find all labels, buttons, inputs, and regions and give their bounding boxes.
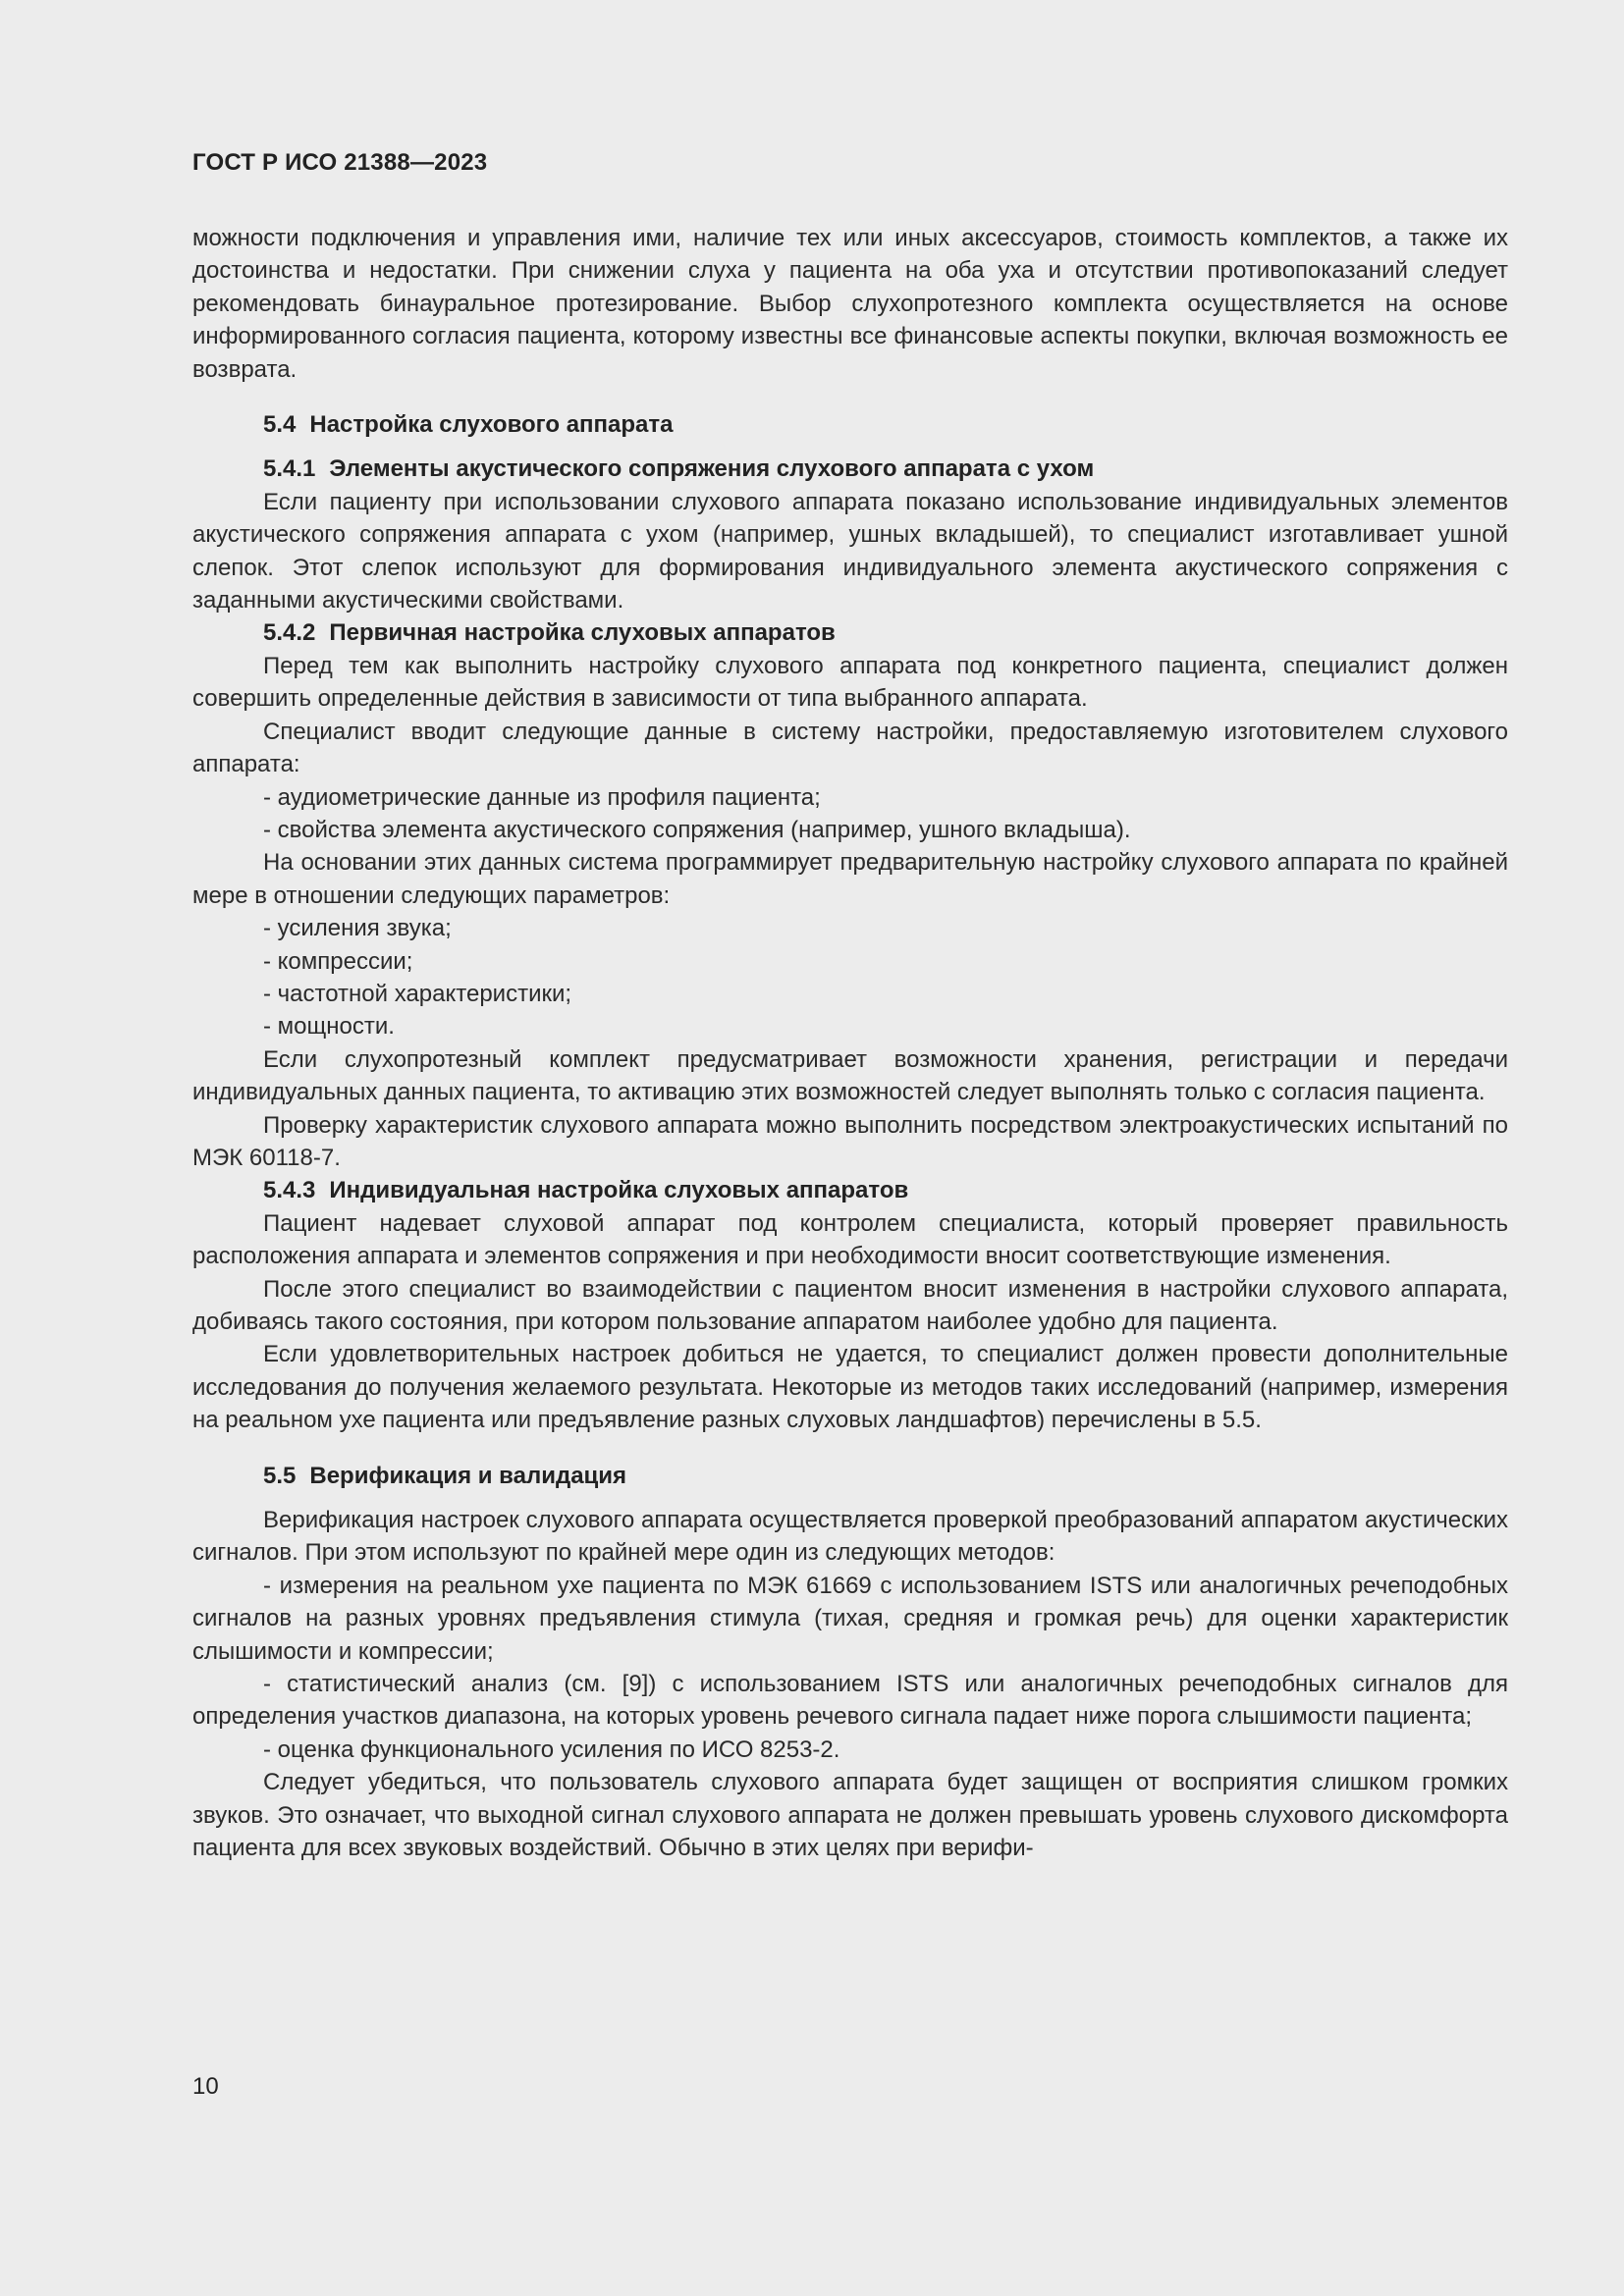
list-item: - статистический анализ (см. [9]) с использованием ISTS или аналогичных речеподобных сигналов для определения участков диапазона, на которых уровень речевого сигнала падает ниже порога слышимости пациента; <box>192 1671 1508 1731</box>
section-title: Настройка слухового аппарата <box>309 411 674 439</box>
paragraph-5-4-3-c: Если удовлетворительных настроек добиться не удается, то специалист должен провести дополнительные исследования до получения желаемого результата. Некоторые из методов таких исследований (например, измерения на реальном ухе пациента или предъявление разных слуховых ландшафтов) перечислены в 5.5. <box>192 1341 1508 1434</box>
paragraph-5-4-3-b: После этого специалист во взаимодействии с пациентом вносит изменения в настройки слухового аппарата, добиваясь такого состояния, при котором пользование аппаратом наиболее удобно для пациента. <box>192 1275 1508 1335</box>
paragraph-5-4-2-c: На основании этих данных система программирует предварительную настройку слухового аппарата по крайней мере в отношении следующих параметров: <box>192 849 1508 909</box>
list-item: - усиления звука; <box>263 915 452 942</box>
document-body <box>192 222 1508 1865</box>
paragraph-5-4-2-e: Проверку характеристик слухового аппарата можно выполнить посредством электроакустических испытаний по МЭК 60118-7. <box>192 1111 1508 1171</box>
paragraph-5-4-2-a: Перед тем как выполнить настройку слухового аппарата под конкретного пациента, специалист должен совершить определенные действия в зависимости от типа выбранного аппарата. <box>192 652 1508 713</box>
paragraph-5-4-3-a: Пациент надевает слуховой аппарат под контролем специалиста, который проверяет правильность расположения аппарата и элементов сопряжения и при необходимости вносит соответствующие изменения. <box>192 1209 1508 1270</box>
subsection-number: 5.4.3 <box>263 1177 316 1204</box>
list-item: - оценка функционального усиления по ИСО 8253-2. <box>263 1735 840 1763</box>
subsection-number: 5.4.2 <box>263 619 316 647</box>
subsection-title: Первичная настройка слуховых аппаратов <box>329 619 836 647</box>
list-item: - частотной характеристики; <box>263 980 572 1007</box>
subsection-number: 5.4.1 <box>263 455 316 483</box>
list-item: - свойства элемента акустического сопряжения (например, ушного вкладыша). <box>263 816 1131 843</box>
subsection-heading-5-4-1 <box>192 453 1508 485</box>
subsection-title: Индивидуальная настройка слуховых аппаратов <box>329 1177 909 1204</box>
paragraph-5-5-b: Следует убедиться, что пользователь слухового аппарата будет защищен от восприятия слишком громких звуков. Это означает, что выходной сигнал слухового аппарата не должен превышать уровень слухового дискомфорта пациента для всех звуковых воздействий. Обычно в этих целях при верифи- <box>192 1769 1508 1862</box>
paragraph-intro: можности подключения и управления ими, наличие тех или иных аксессуаров, стоимость комплектов, а также их достоинства и недостатки. При снижении слуха у пациента на оба уха и отсутствии противопоказаний следует рекомендовать бинауральное протезирование. Выбор слухопротезного комплекта осуществляется на основе информированного согласия пациента, которому известны все финансовые аспекты покупки, включая возможность ее возврата. <box>192 225 1508 383</box>
list-item: - измерения на реальном ухе пациента по МЭК 61669 с использованием ISTS или аналогичных речеподобных сигналов на разных уровнях предъявления стимула (тихая, средняя и громкая речь) для оценки характеристик слышимости и компрессии; <box>192 1572 1508 1665</box>
section-title: Верификация и валидация <box>309 1462 627 1489</box>
paragraph-5-5-a: Верификация настроек слухового аппарата осуществляется проверкой преобразований аппаратом акустических сигналов. При этом используют по крайней мере один из следующих методов: <box>192 1507 1508 1567</box>
list-item: - аудиометрические данные из профиля пациента; <box>263 783 821 811</box>
section-heading-5-4 <box>192 408 1508 441</box>
page-number: 10 <box>192 2073 219 2100</box>
section-heading-5-5 <box>192 1460 1508 1492</box>
subsection-title: Элементы акустического сопряжения слухового аппарата с ухом <box>329 455 1095 483</box>
paragraph-5-4-1: Если пациенту при использовании слухового аппарата показано использование индивидуальных элементов акустического сопряжения аппарата с ухом (например, ушных вкладышей), то специалист изготавливает ушной слепок. Этот слепок используют для формирования индивидуального элемента акустического сопряжения с заданными акустическими свойствами. <box>192 488 1508 614</box>
section-number: 5.5 <box>263 1462 297 1489</box>
subsection-heading-5-4-2 <box>192 616 1508 649</box>
paragraph-5-4-2-d: Если слухопротезный комплект предусматривает возможности хранения, регистрации и передачи индивидуальных данных пациента, то активацию этих возможностей следует выполнять только с согласия пациента. <box>192 1045 1508 1106</box>
list-item: - компрессии; <box>263 947 413 975</box>
subsection-heading-5-4-3 <box>192 1174 1508 1206</box>
section-number: 5.4 <box>263 411 297 439</box>
paragraph-5-4-2-b: Специалист вводит следующие данные в систему настройки, предоставляемую изготовителем слухового аппарата: <box>192 718 1508 778</box>
list-item: - мощности. <box>263 1013 395 1041</box>
document-header: ГОСТ Р ИСО 21388—2023 <box>192 149 488 176</box>
